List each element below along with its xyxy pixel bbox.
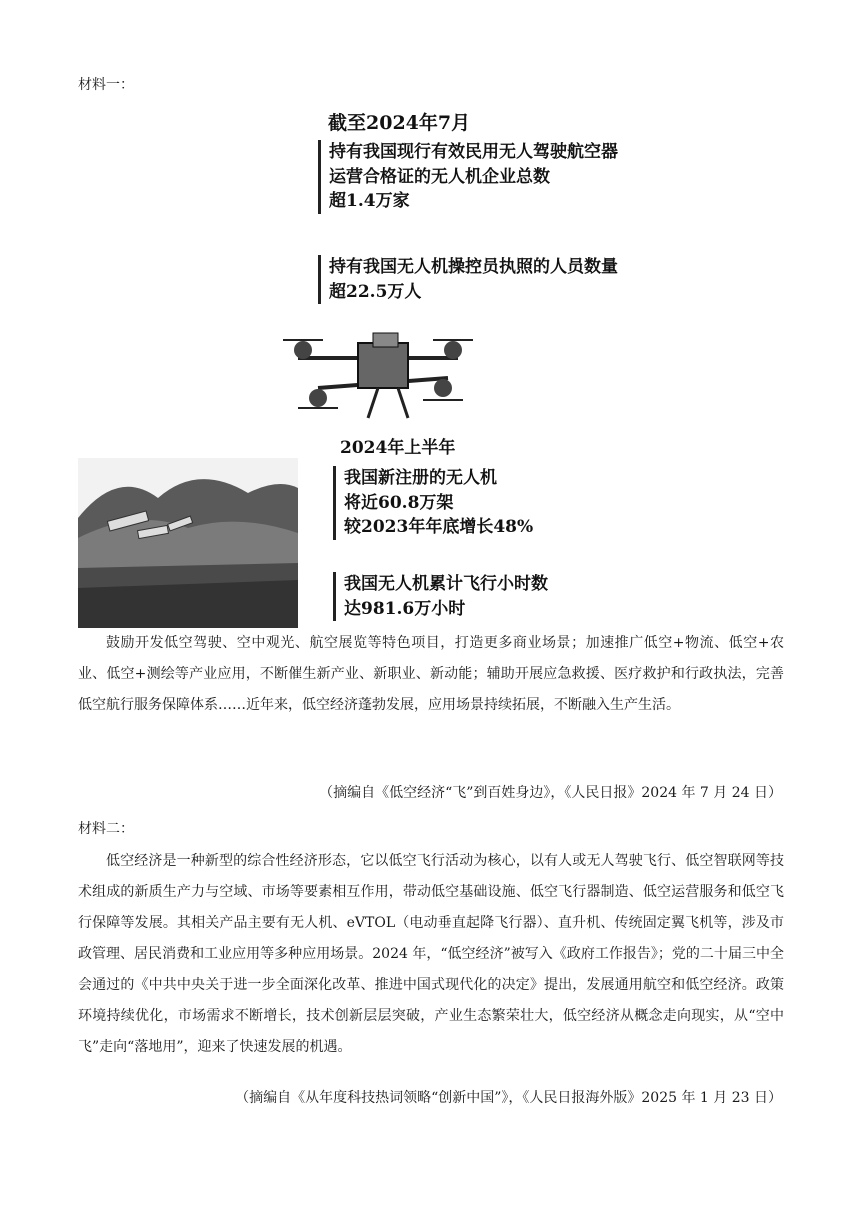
infographic-date-header: 截至2024年7月 bbox=[328, 112, 471, 134]
stat-growth: 较2023年年底增长48% bbox=[344, 517, 534, 538]
stat-value: 将近60.8万架 bbox=[344, 492, 454, 513]
stat-value: 达981.6万小时 bbox=[344, 598, 466, 619]
stat-pilot-license-count bbox=[318, 255, 618, 304]
stat-enterprise-count bbox=[318, 140, 618, 214]
stat-line: 持有我国无人机操控员执照的人员数量 bbox=[329, 257, 618, 277]
stat-value: 超1.4万家 bbox=[329, 191, 410, 212]
material-2-source: （摘编自《从年度科技热词领略“创新中国”》，《人民日报海外版》2025 年 1 月 23 日） bbox=[235, 1090, 782, 1106]
drone-icon bbox=[278, 328, 478, 428]
half-year-header: 2024年上半年 bbox=[340, 438, 456, 458]
material-1-paragraph: 鼓励开发低空驾驶、空中观光、航空展览等特色项目，打造更多商业场景；加速推广低空+物流、低空+农业、低空+测绘等产业应用，不断催生新产业、新职业、新动能；辅助开展应急救援、医疗救护和行政执法，完善低空航行服务保障体系……近年来，低空经济蓬勃发展，应用场景持续拓展，不断融入生产生活。 bbox=[78, 635, 784, 713]
stat-new-registrations bbox=[333, 466, 533, 540]
stat-line: 持有我国现行有效民用无人驾驶航空器 bbox=[329, 142, 618, 162]
stat-line: 我国无人机累计飞行小时数 bbox=[344, 574, 548, 594]
material-1-source: （摘编自《低空经济“飞”到百姓身边》，《人民日报》2024 年 7 月 24 日） bbox=[319, 785, 782, 801]
stat-flight-hours bbox=[333, 572, 548, 621]
stat-line: 运营合格证的无人机企业总数 bbox=[329, 166, 550, 187]
stat-line: 我国新注册的无人机 bbox=[344, 468, 497, 488]
infographic-figure bbox=[78, 108, 638, 628]
stat-value: 超22.5万人 bbox=[329, 281, 422, 302]
landscape-photo bbox=[78, 458, 298, 628]
material-2-paragraph: 低空经济是一种新型的综合性经济形态，它以低空飞行活动为核心，以有人或无人驾驶飞行、低空智联网等技术组成的新质生产力与空域、市场等要素相互作用，带动低空基础设施、低空飞行器制造、低空运营服务和低空飞行保障等发展。其相关产品主要有无人机、eVTOL（电动垂直起降飞行器）、直升机、传统固定翼飞机等，涉及市政管理、居民消费和工业应用等多种应用场景。2024 年，“低空经济”被写入《政府工作报告》；党的二十届三中全会通过的《中共中央关于进一步全面深化改革、推进中国式现代化的决定》提出，发展通用航空和低空经济。政策环境持续优化，市场需求不断增长，技术创新层层突破，产业生态繁荣壮大，低空经济从概念走向现实，从“空中飞”走向“落地用”，迎来了快速发展的机遇。 bbox=[78, 853, 784, 1055]
material-2-label: 材料二： bbox=[78, 821, 134, 837]
material-1-label: 材料一： bbox=[78, 77, 134, 93]
